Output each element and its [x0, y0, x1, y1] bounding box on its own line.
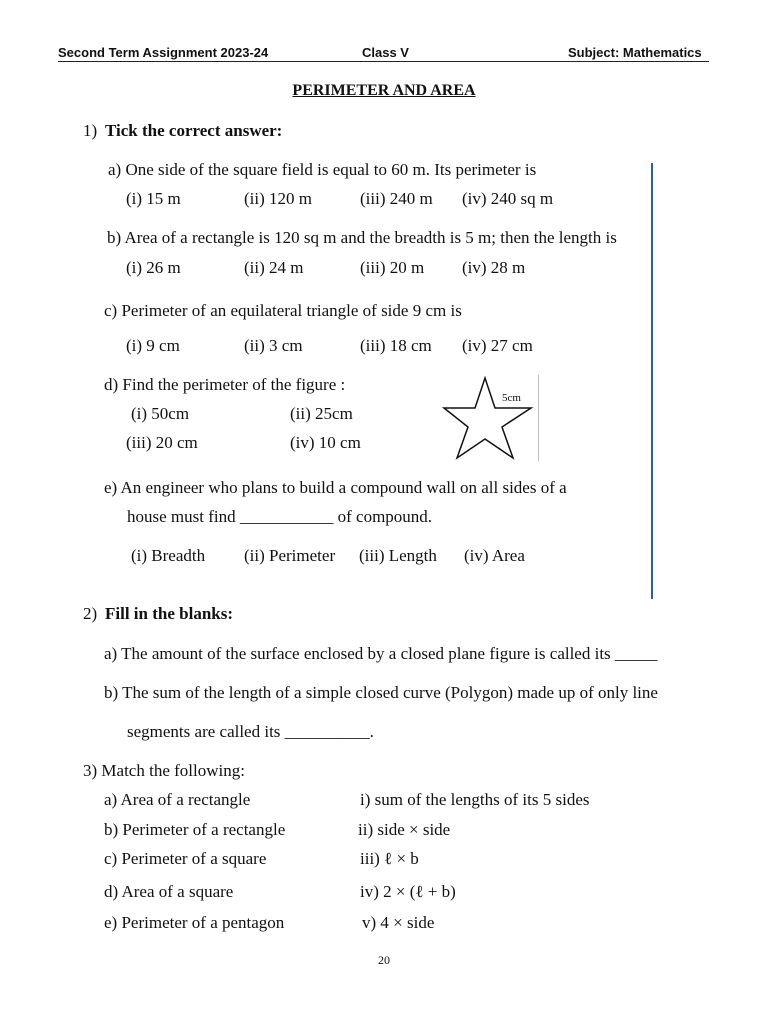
section-2-number: 2) — [83, 604, 98, 623]
margin-line — [651, 163, 653, 599]
section-3-heading: 3) Match the following: — [83, 761, 245, 780]
question-1e-line1: e) An engineer who plans to build a compound wall on all sides of a — [104, 478, 567, 497]
option-1b-iv: (iv) 28 m — [462, 258, 526, 277]
header-rule — [58, 61, 709, 62]
option-1b-iii: (iii) 20 m — [360, 258, 425, 277]
option-1c-i: (i) 9 cm — [126, 336, 180, 355]
page-number: 20 — [378, 953, 390, 967]
fill-blank-a: a) The amount of the surface enclosed by a closed plane figure is called its _____ — [104, 644, 658, 663]
header-assignment: Second Term Assignment 2023-24 — [58, 45, 269, 60]
match-right-i: i) sum of the lengths of its 5 sides — [360, 790, 590, 809]
option-1b-ii: (ii) 24 m — [244, 258, 304, 277]
match-left-d: d) Area of a square — [104, 882, 234, 901]
question-1d: d) Find the perimeter of the figure : — [104, 375, 346, 394]
section-1-number: 1) — [83, 121, 98, 140]
match-right-v: v) 4 × side — [362, 913, 435, 932]
match-right-ii: ii) side × side — [358, 820, 451, 839]
star-side-label: 5cm — [502, 392, 521, 404]
option-1c-iv: (iv) 27 cm — [462, 336, 533, 355]
match-left-e: e) Perimeter of a pentagon — [104, 913, 285, 932]
star-shape — [444, 378, 531, 458]
option-1e-i: (i) Breadth — [131, 546, 206, 565]
question-1a: a) One side of the square field is equal to 60 m. Its perimeter is — [108, 160, 537, 179]
match-left-b: b) Perimeter of a rectangle — [104, 820, 286, 839]
header-class: Class V — [362, 45, 409, 60]
option-1d-iii: (iii) 20 cm — [126, 433, 198, 452]
option-1e-ii: (ii) Perimeter — [244, 546, 336, 565]
option-1d-ii: (ii) 25cm — [290, 404, 353, 423]
match-right-iv: iv) 2 × (ℓ + b) — [360, 882, 456, 901]
option-1a-iv: (iv) 240 sq m — [462, 189, 554, 208]
match-right-iii: iii) ℓ × b — [360, 849, 419, 868]
section-2-heading: Fill in the blanks: — [105, 604, 234, 623]
section-1-heading: Tick the correct answer: — [105, 121, 283, 140]
question-1c: c) Perimeter of an equilateral triangle of side 9 cm is — [104, 301, 462, 320]
option-1c-iii: (iii) 18 cm — [360, 336, 432, 355]
star-figure — [440, 372, 540, 464]
question-1b: b) Area of a rectangle is 120 sq m and the breadth is 5 m; then the length is — [107, 228, 617, 247]
option-1b-i: (i) 26 m — [126, 258, 181, 277]
question-1e-line2: house must find ___________ of compound. — [127, 507, 433, 526]
option-1e-iv: (iv) Area — [464, 546, 525, 565]
option-1c-ii: (ii) 3 cm — [244, 336, 303, 355]
fill-blank-b-line1: b) The sum of the length of a simple closed curve (Polygon) made up of only line — [104, 683, 658, 702]
fill-blank-b-line2: segments are called its __________. — [127, 722, 374, 741]
option-1a-ii: (ii) 120 m — [244, 189, 312, 208]
option-1a-iii: (iii) 240 m — [360, 189, 433, 208]
header-subject: Subject: Mathematics — [568, 45, 702, 60]
option-1a-i: (i) 15 m — [126, 189, 181, 208]
page-title: PERIMETER AND AREA — [292, 82, 476, 99]
match-left-c: c) Perimeter of a square — [104, 849, 267, 868]
option-1e-iii: (iii) Length — [359, 546, 437, 565]
figure-divider — [538, 375, 539, 461]
match-left-a: a) Area of a rectangle — [104, 790, 251, 809]
option-1d-iv: (iv) 10 cm — [290, 433, 361, 452]
option-1d-i: (i) 50cm — [131, 404, 190, 423]
